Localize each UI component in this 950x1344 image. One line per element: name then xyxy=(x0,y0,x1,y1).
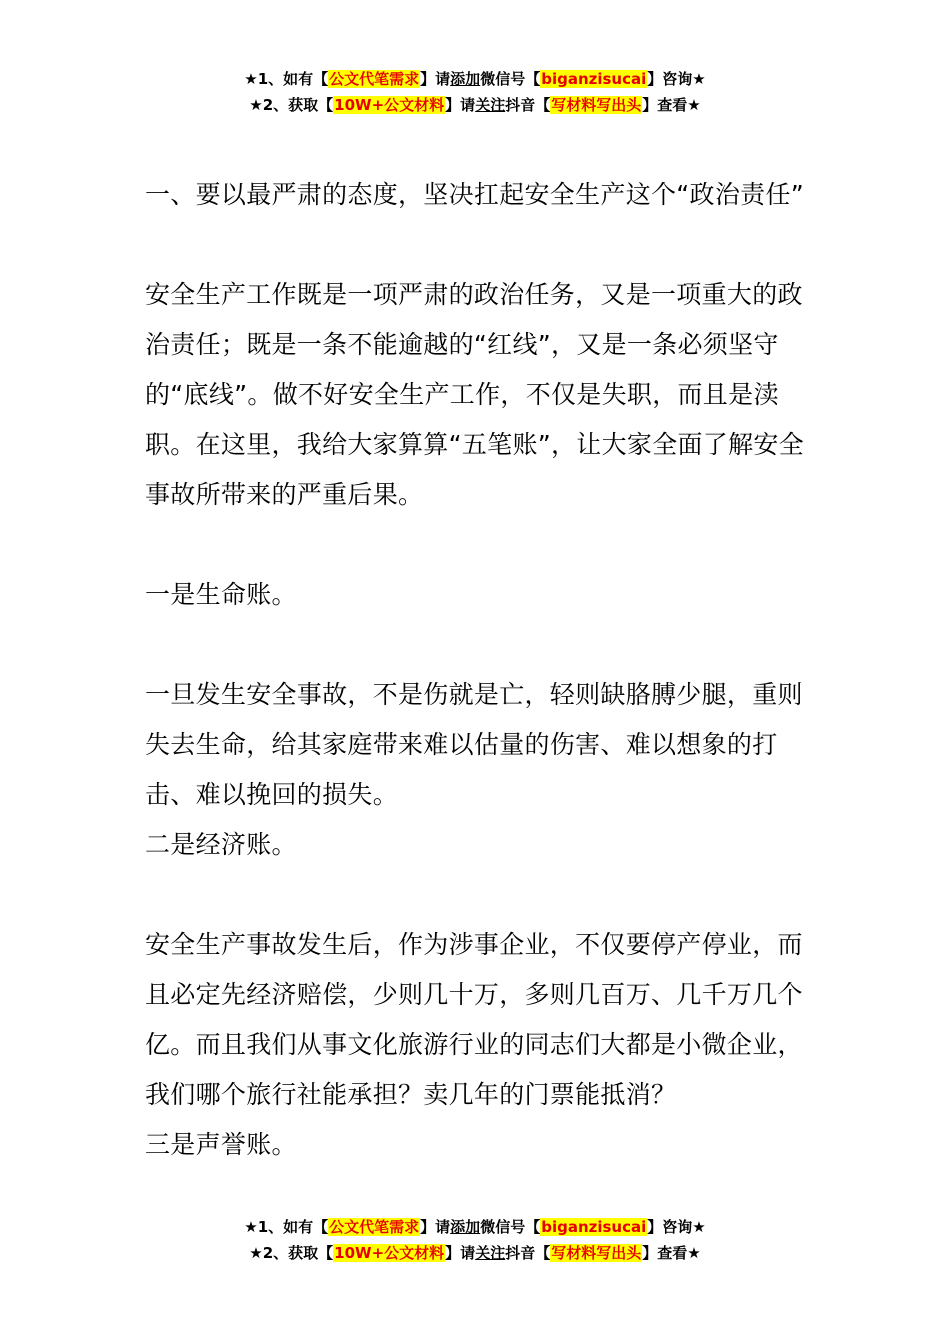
header-banner xyxy=(0,66,950,118)
subheading: 二是经济账。 xyxy=(145,830,297,859)
banner-line-2 xyxy=(0,92,950,118)
underline-add: 添加 xyxy=(450,1218,481,1236)
banner-line-1 xyxy=(0,66,950,92)
highlight-wechat-id: biganzisucai xyxy=(541,1218,647,1236)
star-icon: ★ xyxy=(249,1244,263,1262)
spacer xyxy=(145,620,810,670)
star-icon: ★ xyxy=(244,1218,258,1236)
underline-follow: 关注 xyxy=(475,96,506,114)
footer-banner xyxy=(0,1214,950,1266)
banner-text: 】请 xyxy=(420,1218,451,1236)
highlight-douyin: 写材料写出头 xyxy=(551,1244,642,1262)
document-body xyxy=(145,170,810,1170)
banner-text: 】查看 xyxy=(642,96,688,114)
banner-text: 】请 xyxy=(445,96,476,114)
subheading: 一是生命账。 xyxy=(145,580,297,609)
banner-text: 抖音【 xyxy=(505,1244,551,1262)
highlight-materials: 10W+公文材料 xyxy=(334,96,445,114)
star-icon: ★ xyxy=(687,96,701,114)
banner-text: 】咨询 xyxy=(647,1218,693,1236)
banner-text: 微信号【 xyxy=(480,1218,541,1236)
subheading: 三是声誉账。 xyxy=(145,1130,297,1159)
spacer xyxy=(145,870,810,920)
highlight-materials: 10W+公文材料 xyxy=(334,1244,445,1262)
banner-text: 抖音【 xyxy=(505,96,551,114)
paragraph: 安全生产工作既是一项严肃的政治任务，又是一项重大的政治责任；既是一条不能逾越的“红线”，又是一条必须坚守的“底线”。做不好安全生产工作，不仅是失职，而且是渎职。在这里，我给大家算算“五笔账”，让大家全面了解安全事故所带来的严重后果。 xyxy=(145,280,805,509)
paragraph: 安全生产事故发生后，作为涉事企业，不仅要停产停业，而且必定先经济赔偿，少则几十万，多则几百万、几千万几个亿。而且我们从事文化旅游行业的同志们大都是小微企业，我们哪个旅行社能承担？卖几年的门票能抵消？ xyxy=(145,930,803,1109)
banner-text: 1、如有【 xyxy=(257,1218,329,1236)
highlight-service: 公文代笔需求 xyxy=(329,1218,420,1236)
highlight-wechat-id: biganzisucai xyxy=(541,70,647,88)
banner-text: 】请 xyxy=(420,70,451,88)
banner-line-2 xyxy=(0,1240,950,1266)
banner-text: 】请 xyxy=(445,1244,476,1262)
star-icon: ★ xyxy=(692,1218,706,1236)
star-icon: ★ xyxy=(687,1244,701,1262)
spacer xyxy=(145,520,810,570)
banner-text: 2、获取【 xyxy=(262,96,334,114)
banner-text: 1、如有【 xyxy=(257,70,329,88)
spacer xyxy=(145,220,810,270)
star-icon: ★ xyxy=(692,70,706,88)
paragraph: 一旦发生安全事故，不是伤就是亡，轻则缺胳膊少腿，重则失去生命，给其家庭带来难以估量的伤害、难以想象的打击、难以挽回的损失。 xyxy=(145,680,803,809)
banner-text: 】咨询 xyxy=(647,70,693,88)
underline-add: 添加 xyxy=(450,70,481,88)
underline-follow: 关注 xyxy=(475,1244,506,1262)
section-heading: 一、要以最严肃的态度，坚决扛起安全生产这个“政治责任” xyxy=(145,180,805,209)
banner-text: 2、获取【 xyxy=(262,1244,334,1262)
highlight-douyin: 写材料写出头 xyxy=(551,96,642,114)
star-icon: ★ xyxy=(249,96,263,114)
banner-line-1 xyxy=(0,1214,950,1240)
star-icon: ★ xyxy=(244,70,258,88)
highlight-service: 公文代笔需求 xyxy=(329,70,420,88)
banner-text: 】查看 xyxy=(642,1244,688,1262)
banner-text: 微信号【 xyxy=(480,70,541,88)
